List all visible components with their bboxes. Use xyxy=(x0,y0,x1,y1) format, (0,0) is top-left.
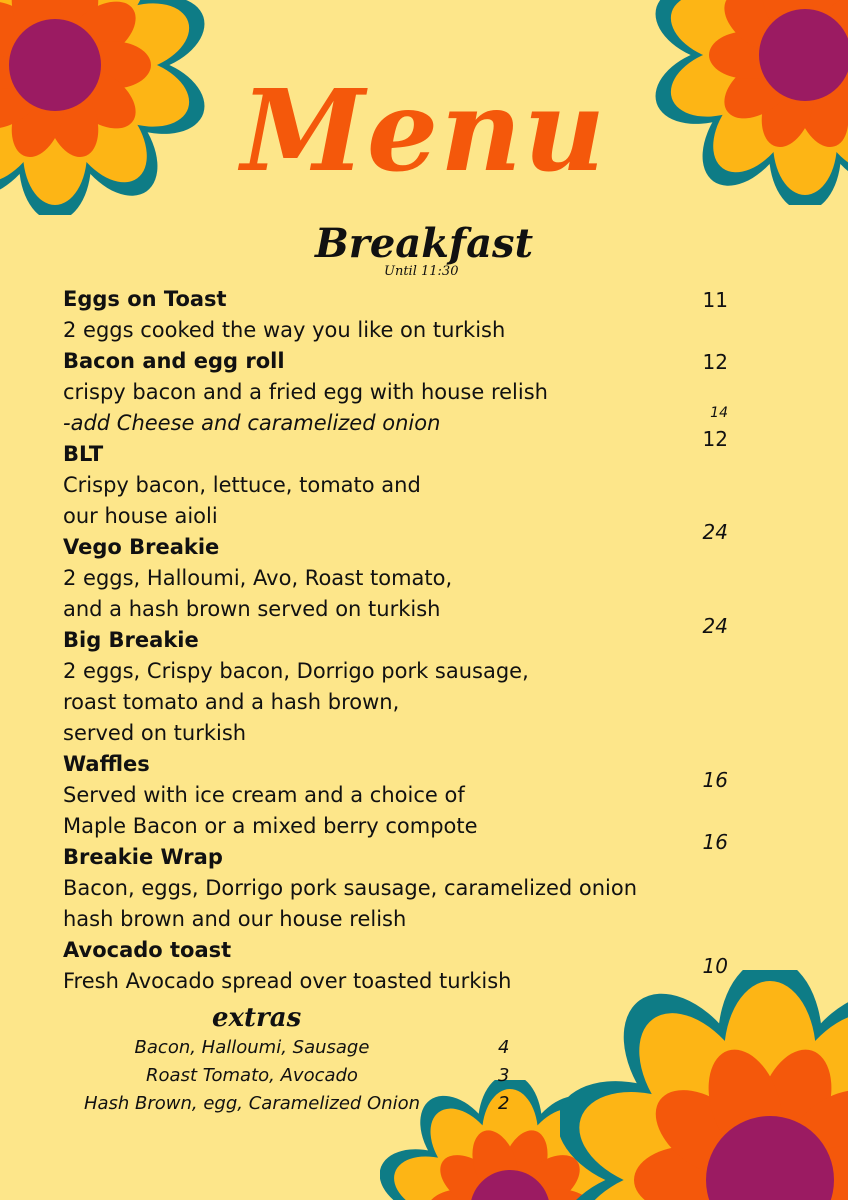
extra-name: Roast Tomato, Avocado xyxy=(146,1065,358,1086)
item-description: crispy bacon and a fried egg with house relish xyxy=(63,380,548,404)
section-title: Breakfast xyxy=(314,220,534,267)
item-description: 2 eggs, Crispy bacon, Dorrigo pork sausage, xyxy=(63,659,529,683)
item-description: 2 eggs cooked the way you like on turkish xyxy=(63,318,506,342)
extra-name: Bacon, Halloumi, Sausage xyxy=(134,1037,370,1058)
item-addon-price: 14 xyxy=(710,405,728,421)
item-price: 16 xyxy=(702,830,728,854)
item-price: 16 xyxy=(702,768,728,792)
item-description: Maple Bacon or a mixed berry compote xyxy=(63,814,478,838)
item-price: 24 xyxy=(702,520,728,544)
menu-title: Menu xyxy=(240,66,608,197)
item-name: Waffles xyxy=(63,752,150,776)
item-description: and a hash brown served on turkish xyxy=(63,597,441,621)
flower-bottom-right-icon xyxy=(560,970,848,1200)
item-price: 24 xyxy=(702,614,728,638)
extra-price: 4 xyxy=(498,1037,510,1058)
item-addon: -add Cheese and caramelized onion xyxy=(63,411,441,435)
item-price: 12 xyxy=(702,350,728,374)
item-description: our house aioli xyxy=(63,504,218,528)
item-description: Crispy bacon, lettuce, tomato and xyxy=(63,473,421,497)
item-name: Eggs on Toast xyxy=(63,287,227,311)
item-description: served on turkish xyxy=(63,721,247,745)
extra-price: 3 xyxy=(498,1065,510,1086)
item-name: Big Breakie xyxy=(63,628,199,652)
item-description: hash brown and our house relish xyxy=(63,907,407,931)
extras-title: extras xyxy=(212,1003,302,1033)
item-name: BLT xyxy=(63,442,104,466)
item-price: 10 xyxy=(702,954,728,978)
item-description: Served with ice cream and a choice of xyxy=(63,783,465,807)
item-name: Vego Breakie xyxy=(63,535,220,559)
item-name: Bacon and egg roll xyxy=(63,349,285,373)
extra-price: 2 xyxy=(498,1093,510,1114)
item-name: Avocado toast xyxy=(63,938,232,962)
item-price: 11 xyxy=(702,288,728,312)
item-description: Fresh Avocado spread over toasted turkish xyxy=(63,969,512,993)
item-description: 2 eggs, Halloumi, Avo, Roast tomato, xyxy=(63,566,453,590)
item-name: Breakie Wrap xyxy=(63,845,223,869)
item-description: Bacon, eggs, Dorrigo pork sausage, caramelized onion xyxy=(63,876,638,900)
extra-name: Hash Brown, egg, Caramelized Onion xyxy=(83,1093,421,1114)
section-subtitle: Until 11:30 xyxy=(384,264,459,279)
item-description: roast tomato and a hash brown, xyxy=(63,690,400,714)
item-price: 12 xyxy=(702,427,728,451)
